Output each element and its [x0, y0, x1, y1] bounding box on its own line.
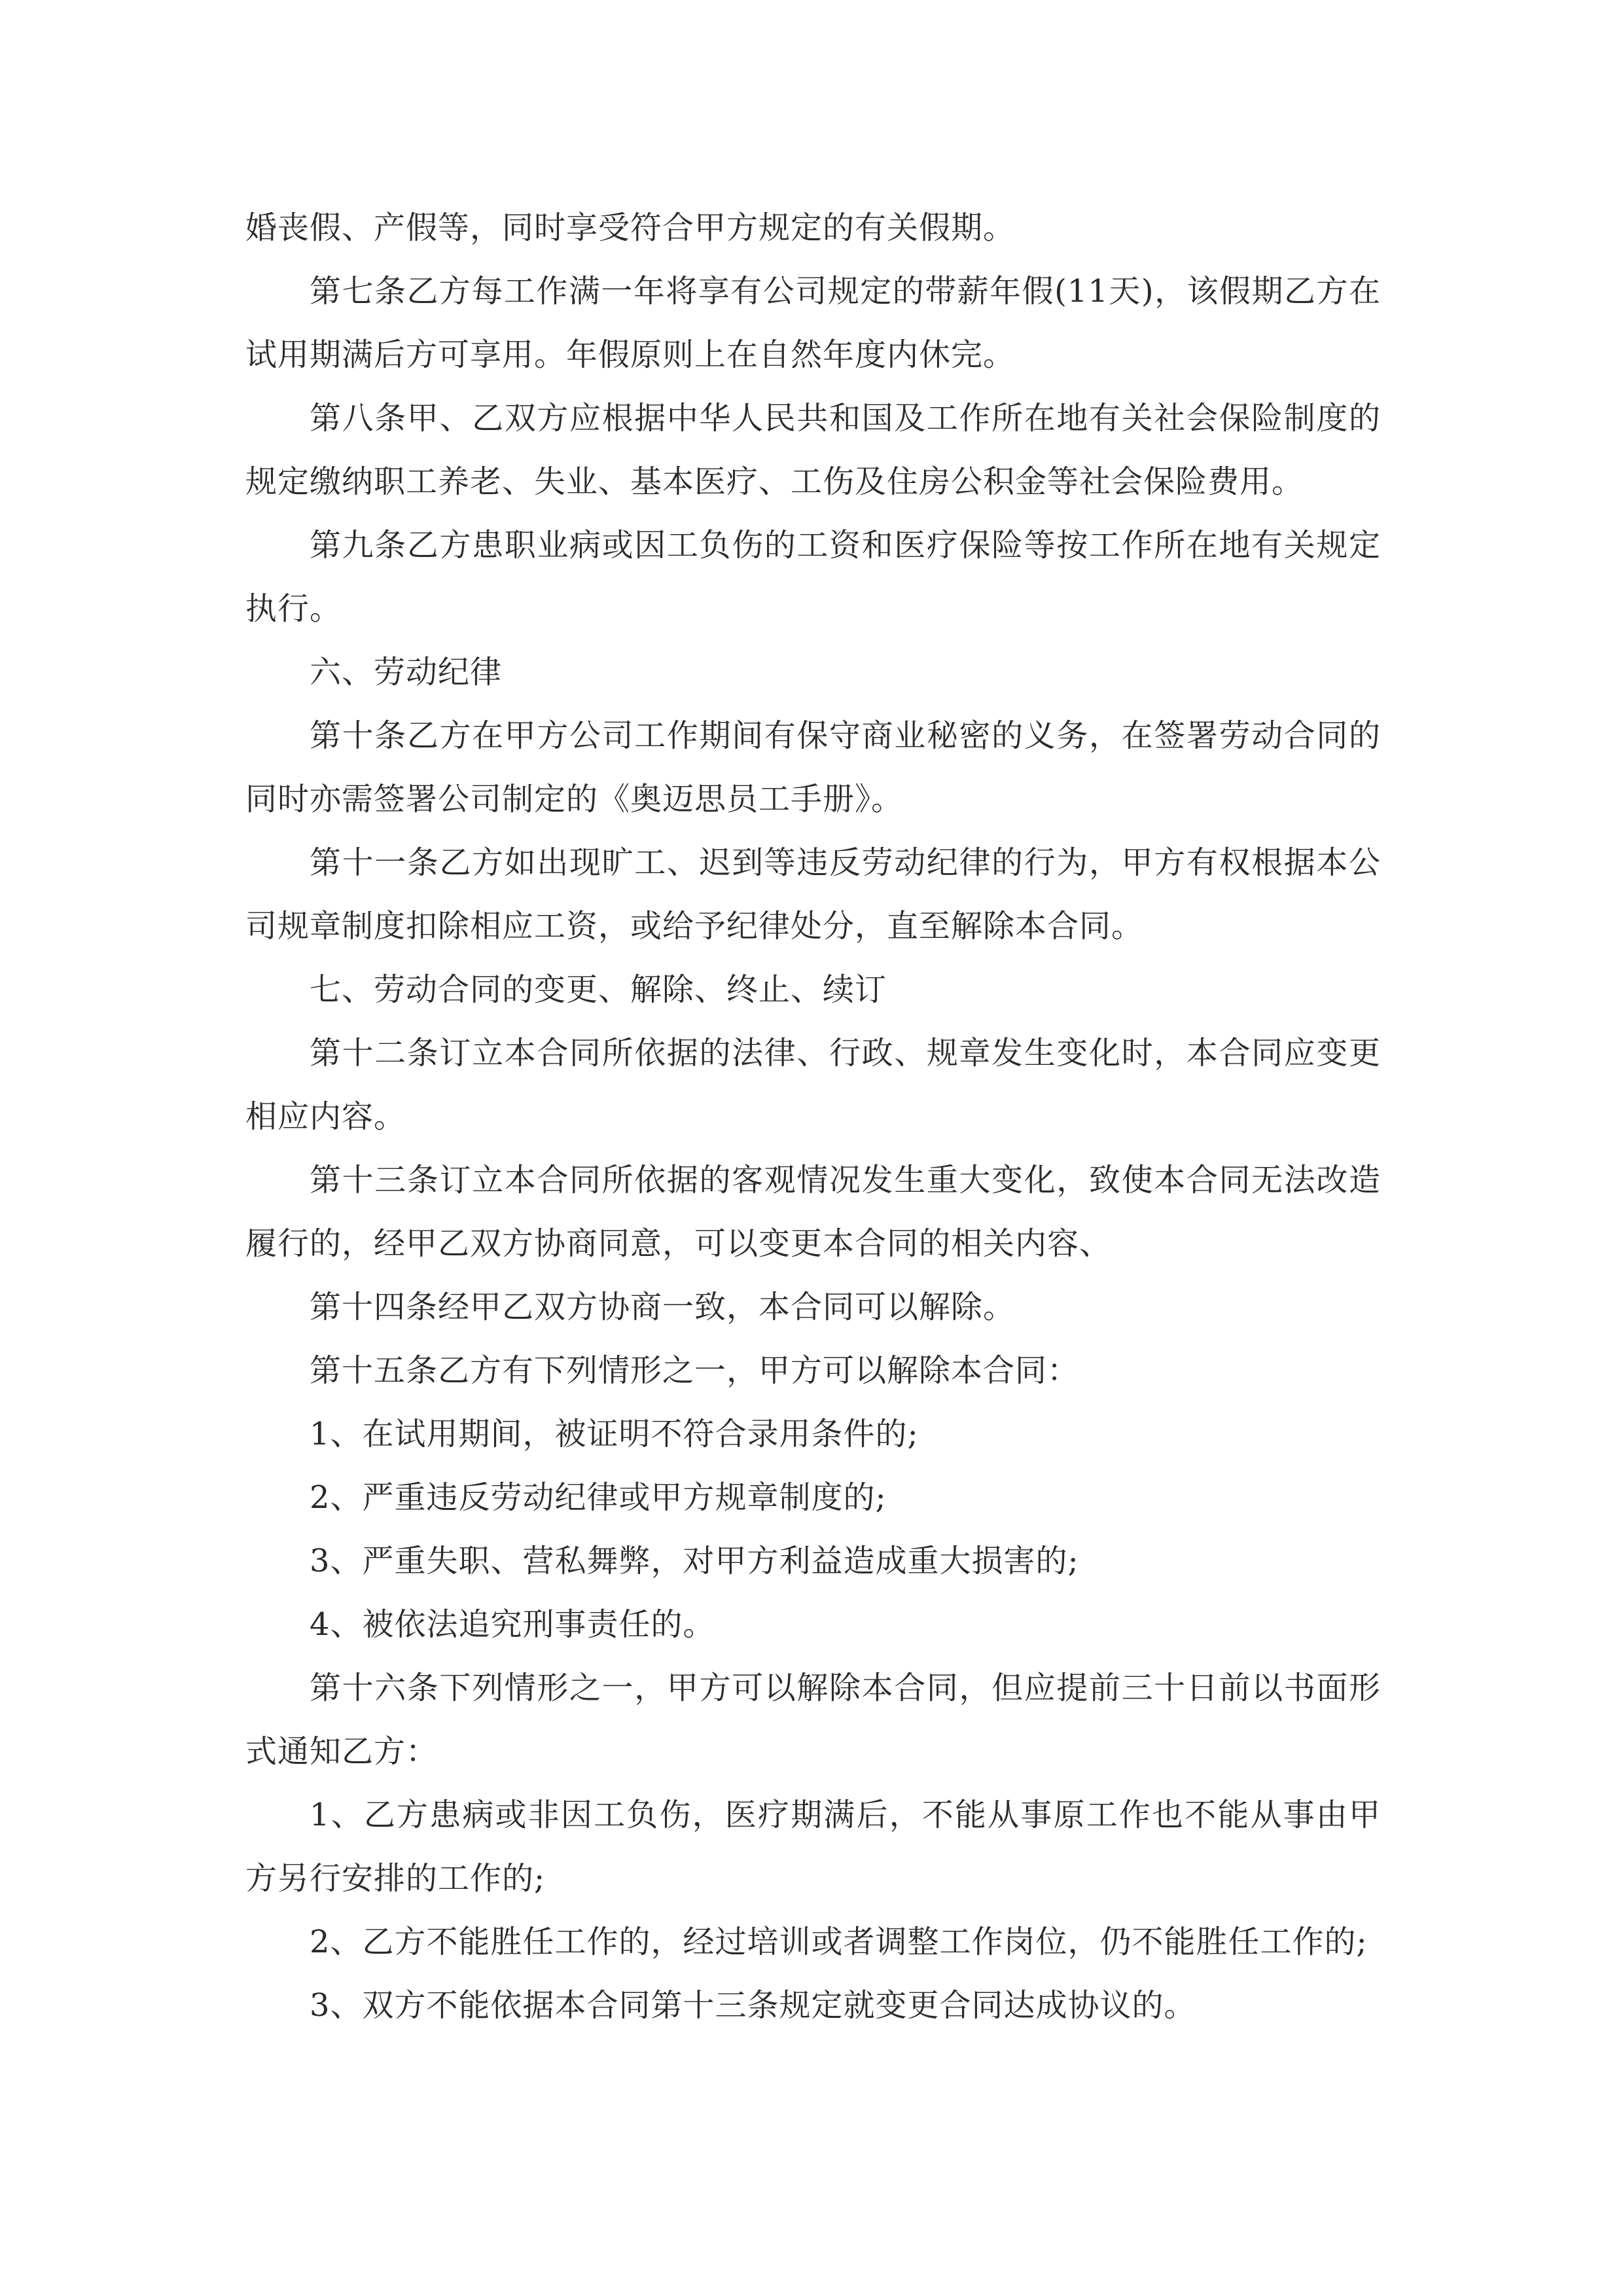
paragraph-continuation: 婚丧假、产假等，同时享受符合甲方规定的有关假期。 [245, 209, 1016, 246]
section-heading-contract-changes: 七、劳动合同的变更、解除、终止、续订 [310, 971, 887, 1008]
paragraph-article-8: 第八条甲、乙双方应根据中华人民共和国及工作所在地有关社会保险制度的规定缴纳职工养老、失业、基本医疗、工伤及住房公积金等社会保险费用。 [245, 400, 1381, 500]
section-heading-labor-discipline: 六、劳动纪律 [310, 654, 503, 691]
paragraph-article-7: 第七条乙方每工作满一年将享有公司规定的带薪年假(11天)，该假期乙方在试用期满后方可享用。年假原则上在自然年度内休完。 [245, 273, 1381, 373]
list-item: 1、在试用期间，被证明不符合录用条件的; [310, 1416, 919, 1452]
list-item: 3、严重失职、营私舞弊，对甲方利益造成重大损害的; [310, 1543, 1079, 1579]
paragraph-article-16: 第十六条下列情形之一，甲方可以解除本合同，但应提前三十日前以书面形式通知乙方： [245, 1670, 1381, 1770]
paragraph-article-12: 第十二条订立本合同所依据的法律、行政、规章发生变化时，本合同应变更相应内容。 [245, 1035, 1381, 1135]
list-item: 4、被依法追究刑事责任的。 [310, 1606, 715, 1643]
list-item: 1、乙方患病或非因工负伤，医疗期满后，不能从事原工作也不能从事由甲方另行安排的工作的; [245, 1797, 1381, 1897]
paragraph-article-15: 第十五条乙方有下列情形之一，甲方可以解除本合同： [310, 1352, 1080, 1389]
document-body [245, 196, 1381, 2037]
paragraph-article-11: 第十一条乙方如出现旷工、迟到等违反劳动纪律的行为，甲方有权根据本公司规章制度扣除相应工资，或给予纪律处分，直至解除本合同。 [245, 844, 1381, 944]
paragraph-article-10: 第十条乙方在甲方公司工作期间有保守商业秘密的义务，在签署劳动合同的同时亦需签署公司制定的《奥迈思员工手册》。 [245, 717, 1381, 817]
paragraph-article-14: 第十四条经甲乙双方协商一致，本合同可以解除。 [310, 1289, 1016, 1325]
list-item: 2、严重违反劳动纪律或甲方规章制度的; [310, 1479, 887, 1516]
paragraph-article-13: 第十三条订立本合同所依据的客观情况发生重大变化，致使本合同无法改造履行的，经甲乙双方协商同意，可以变更本合同的相关内容、 [245, 1162, 1381, 1262]
list-item: 3、双方不能依据本合同第十三条规定就变更合同达成协议的。 [310, 1987, 1196, 2024]
paragraph-article-9: 第九条乙方患职业病或因工负伤的工资和医疗保险等按工作所在地有关规定执行。 [245, 527, 1381, 627]
list-item: 2、乙方不能胜任工作的，经过培训或者调整工作岗位，仍不能胜任工作的; [310, 1924, 1368, 1960]
